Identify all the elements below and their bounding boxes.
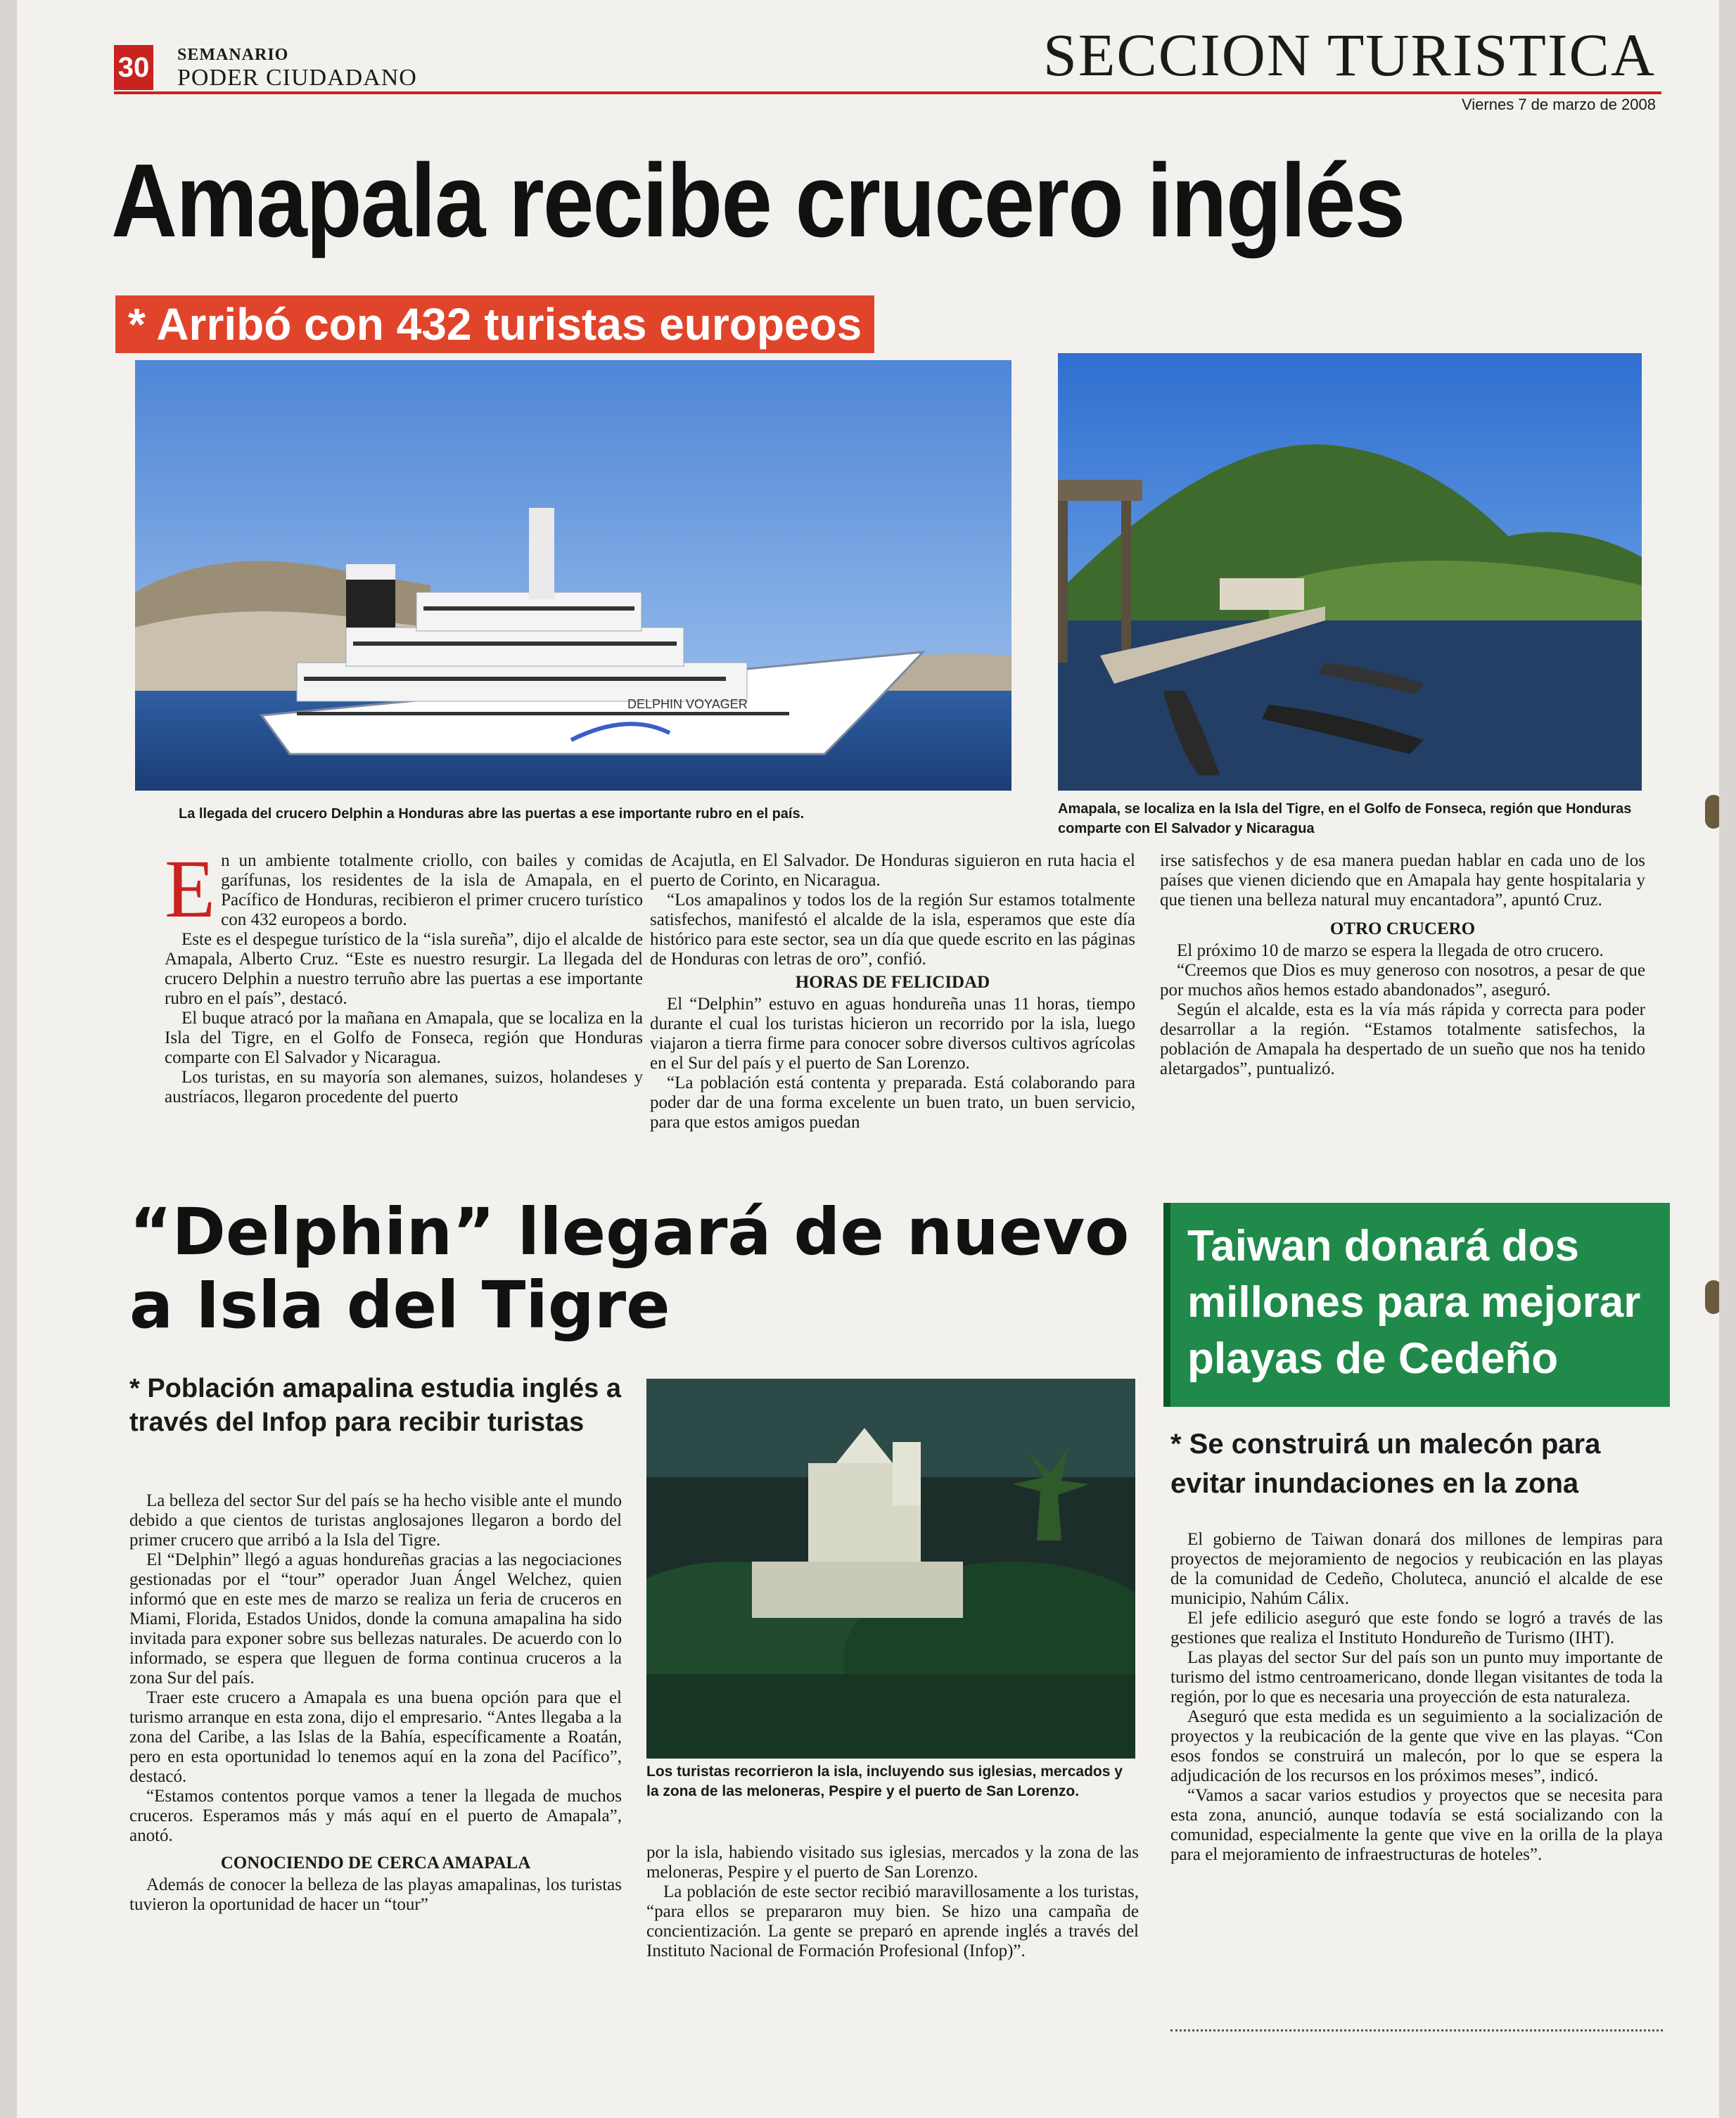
article-paragraph: “Creemos que Dios es muy generoso con nosotros, a pesar de que por muchos años hemos estado abandonados”, aseguró. [1160,961,1645,1000]
paper-name-line1: SEMANARIO [177,46,289,64]
sidebar-column [1170,1530,1663,1865]
article-paragraph: Además de conocer la belleza de las playas amapalinas, los turistas tuvieron la oportunidad de hacer un “tour” [129,1875,622,1914]
article-paragraph: El próximo 10 de marzo se espera la llegada de otro crucero. [1177,941,1604,960]
article-paragraph: irse satisfechos y de esa manera puedan hablar en cada uno de los países que vienen diciendo que en Amapala hay gente hospitalaria y que tienen una belleza natural muy encantadora”, apuntó Cruz. [1160,851,1645,910]
article-paragraph: Aseguró que esta medida es un seguimiento a la socialización de proyectos y la reubicación de la gente que vive en las playas. “Con esos fondos se construirá un malecón, por lo que se espera la adjudicación de los recursos en los próximos meses”, indicó. [1170,1707,1663,1785]
article-paragraph: Las playas del sector Sur del país son un punto muy importante de turismo del istmo centroamericano, donde llegan visitantes de toda la región, por lo que es necesaria una proyección de esta naturaleza. [1170,1648,1663,1706]
main-article-column-2 [650,851,1135,1133]
article-paragraph: La población de este sector recibió maravillosamente a los turistas, “para ellos se prepararon muy bien. Se hizo una campaña de concientización. La gente se preparó en aprende inglés a través del Instituto Nacional de Formación Profesional (Infop)”. [646,1882,1139,1960]
second-article-column-1 [129,1491,622,1915]
main-headline: Amapala recibe crucero inglés [111,143,1405,259]
article-paragraph: Los turistas, en su mayoría son alemanes, suizos, holandeses y austríacos, llegaron procedente del puerto [165,1068,643,1106]
dotted-separator [1170,2029,1663,2031]
subhead-horas-de-felicidad: HORAS DE FELICIDAD [795,973,990,992]
second-headline: “Delphin” llegará de nuevo a Isla del Tigre [129,1194,1130,1343]
cruise-ship-illustration [135,360,1011,791]
article-paragraph: “La población está contenta y preparada. Está colaborando para poder dar de una forma excelente un buen trato, un buen servicio, para que estos amigos puedan [650,1073,1135,1132]
article-paragraph: El buque atracó por la mañana en Amapala, que se localiza en la Isla del Tigre, en el Golfo de Fonseca, región que Honduras comparte con El Salvador y Nicaragua. [165,1009,643,1067]
article-paragraph: En un ambiente totalmente criollo, con bailes y comidas garífunas, los residentes de la isla de Amapala, en el Pacífico de Honduras, recibieron el primer crucero turístico con 432 europeos a bordo. [165,843,643,935]
article-paragraph: “Vamos a sacar varios estudios y proyectos que se necesita para esta zona, anunció, aunque todavía se está socializando con la comunidad, especialmente la gente que vive en la orilla de la playa para el mejoramiento de infraestructuras de hoteles”. [1170,1786,1663,1864]
article-paragraph: Traer este crucero a Amapala es una buena opción para que el turismo arranque en esta zona, dijo el empresario. “Antes llegaba a la zona del Caribe, a las Islas de la Bahía, específicamente a Roatán, pero en esta oportunidad lo tenemos aquí en la zona del Pacífico”, destacó. [129,1688,622,1786]
newspaper-page [17,0,1719,2118]
ship-name-label: DELPHIN VOYAGER [627,697,748,711]
paper-name-line2: PODER CIUDADANO [177,65,417,91]
island-landscape-illustration [1058,353,1642,791]
church-photo-caption: Los turistas recorrieron la isla, incluyendo sus iglesias, mercados y la zona de las meloneras, Pespire y el puerto de San Lorenzo. [646,1763,1123,1799]
section-title: SECCION TURISTICA [1043,21,1656,89]
article-paragraph: Según el alcalde, esta es la vía más rápida y correcta para poder desarrollar a la región. “Estamos totalmente satisfechos, la población de Amapala ha despertado de un sueño que nos ha tenido aletargados”, puntualizó. [1160,1000,1645,1078]
sidebar-headline-box [1163,1203,1670,1407]
article-paragraph: por la isla, habiendo visitado sus iglesias, mercados y la zona de las meloneras, Pespire y el puerto de San Lorenzo. [646,1843,1139,1882]
main-article-column-1 [165,843,643,1107]
second-article-bullet: * Población amapalina estudia inglés a través del Infop para recibir turistas [129,1374,621,1437]
cruise-photo-caption: La llegada del crucero Delphin a Honduras abre las puertas a ese importante rubro en el país. [179,806,805,822]
article-paragraph: “Estamos contentos porque vamos a tener la llegada de muchos cruceros. Esperamos más y más aquí en el puerto de Amapala”, anotó. [129,1787,622,1845]
page-number: 30 [114,45,153,90]
subhead-conociendo-amapala: CONOCIENDO DE CERCA AMAPALA [220,1854,531,1873]
second-article-column-2 [646,1843,1139,1961]
article-paragraph: El gobierno de Taiwan donará dos millones de lempiras para proyectos de mejoramiento de negocios y reubicación en las playas de la comunidad de Cedeño, Choluteca, anunció el alcalde de ese municipio, Nahúm Cálix. [1170,1530,1663,1608]
article-paragraph: “Los amapalinos y todos los de la región Sur estamos totalmente satisfechos, manifestó el alcalde de la isla, esperamos que este día histórico para este sector, sea un día que quede escrito en las páginas de Honduras con letras de oro”, confió. [650,891,1135,969]
article-paragraph: El “Delphin” estuvo en aguas hondureña unas 11 horas, tiempo durante el cual los turistas hicieron un recorrido por la isla, luego viajaron a tierra firme para conocer sobre diversos cultivos agrícolas en el Sur del país y el puerto de San Lorenzo. [650,995,1135,1073]
amapala-photo-caption: Amapala, se localiza en la Isla del Tigre, en el Golfo de Fonseca, región que Honduras comparte con El Salvador y Nicaragua [1058,801,1632,836]
church-photo [646,1379,1135,1759]
article-paragraph: La belleza del sector Sur del país se ha hecho visible ante el mundo debido a que cientos de turistas anglosajones llegaron a bordo del primer crucero que arribó a la Isla del Tigre. [129,1491,622,1550]
subhead-otro-crucero: OTRO CRUCERO [1329,919,1476,938]
issue-date: Viernes 7 de marzo de 2008 [1462,96,1656,113]
article-paragraph: El jefe edilicio aseguró que este fondo se logró a través de las gestiones que realiza el Instituto Hondureño de Turismo (IHT). [1170,1609,1663,1647]
cruise-ship-photo [135,360,1011,791]
sidebar-bullet: * Se construirá un malecón para evitar inundaciones en la zona [1170,1429,1601,1499]
binding-hole [1705,1280,1719,1314]
church-illustration [646,1379,1135,1759]
main-article-column-3 [1160,851,1645,1079]
main-kicker: * Arribó con 432 turistas europeos [115,295,874,353]
sidebar-headline: Taiwan donará dos millones para mejorar playas de Cedeño [1187,1222,1641,1383]
drop-cap: E [165,843,216,935]
binding-hole [1705,795,1719,829]
article-paragraph: de Acajutla, en El Salvador. De Honduras siguieron en ruta hacia el puerto de Corinto, en Nicaragua. [650,851,1135,890]
article-paragraph: El “Delphin” llegó a aguas hondureñas gracias a las negociaciones gestionadas por el “tour” operador Juan Ángel Welchez, quien informó que en este mes de marzo se realiza un feria de cruceros en Miami, Florida, Estados Unidos, donde la comuna amapalina ha sido invitada para exponer sobre sus bellezas naturales. De acuerdo con lo informado, se espera que lleguen de forma continua cruceros a la zona Sur del país. [129,1550,622,1688]
amapala-pier-photo [1058,353,1642,791]
article-paragraph: Este es el despegue turístico de la “isla sureña”, dijo el alcalde de Amapala, Alberto Cruz. “Este es nuestro resurgir. La llegada del crucero Delphin a nuestro terruño abre las puertas a ese importante rubro en el país”, destacó. [165,930,643,1008]
